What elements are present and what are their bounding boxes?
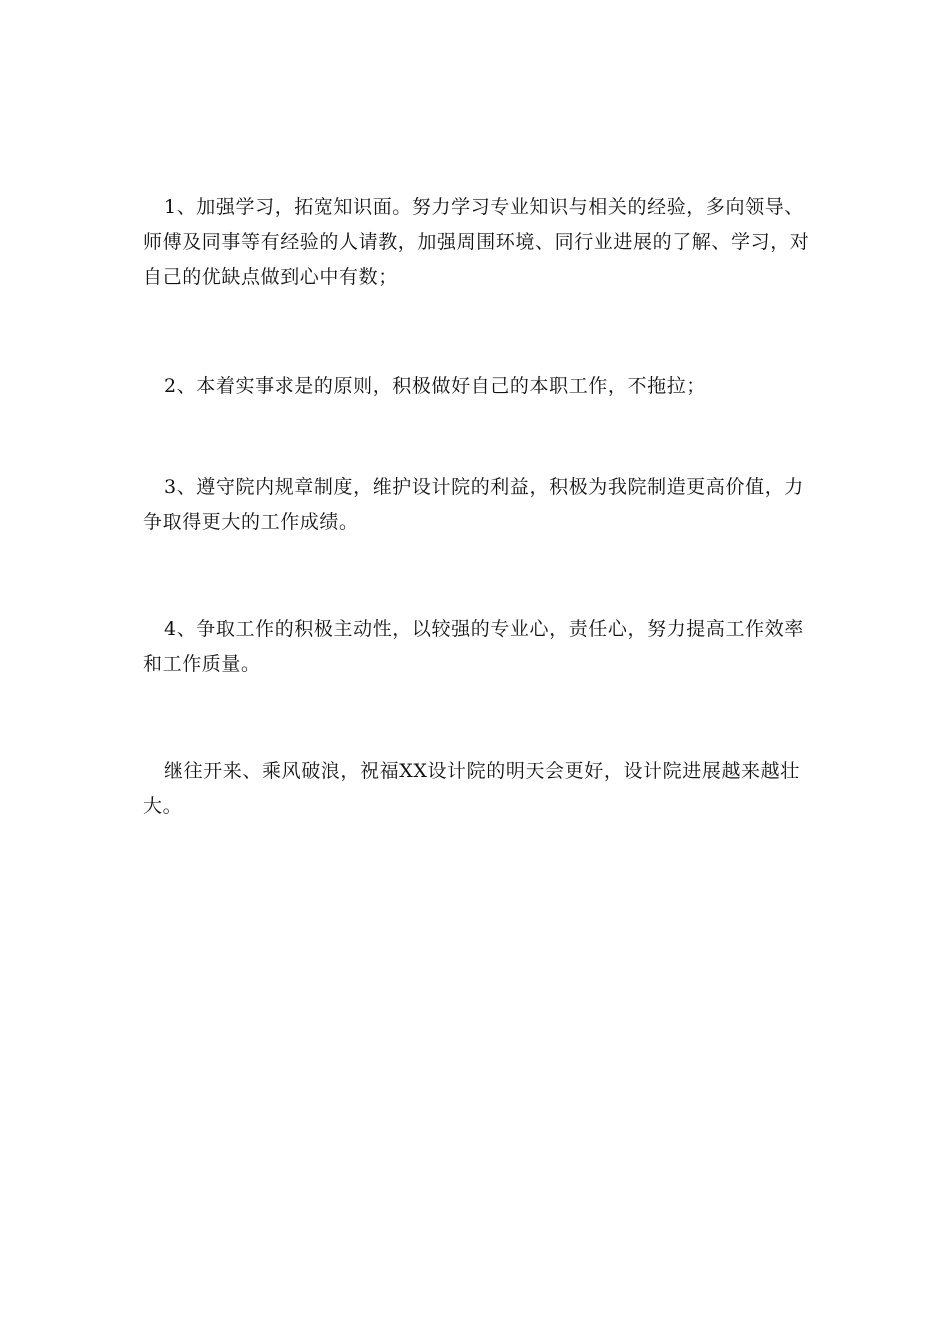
closing-paragraph: 继往开来、乘风破浪，祝福XX设计院的明天会更好，设计院进展越来越壮大。 [143, 760, 800, 817]
paragraph-3: 3、遵守院内规章制度，维护设计院的利益，积极为我院制造更高价值，力争取得更大的工作成绩。 [143, 476, 804, 533]
paragraph-4: 4、争取工作的积极主动性，以较强的专业心，责任心，努力提高工作效率和工作质量。 [143, 618, 804, 675]
paragraph-2: 2、本着实事求是的原则，积极做好自己的本职工作，不拖拉； [164, 375, 706, 397]
paragraph-1: 1、加强学习，拓宽知识面。努力学习专业知识与相关的经验，多向领导、师傅及同事等有经验的人请教，加强周围环境、同行业进展的了解、学习，对自己的优缺点做到心中有数； [143, 196, 810, 288]
